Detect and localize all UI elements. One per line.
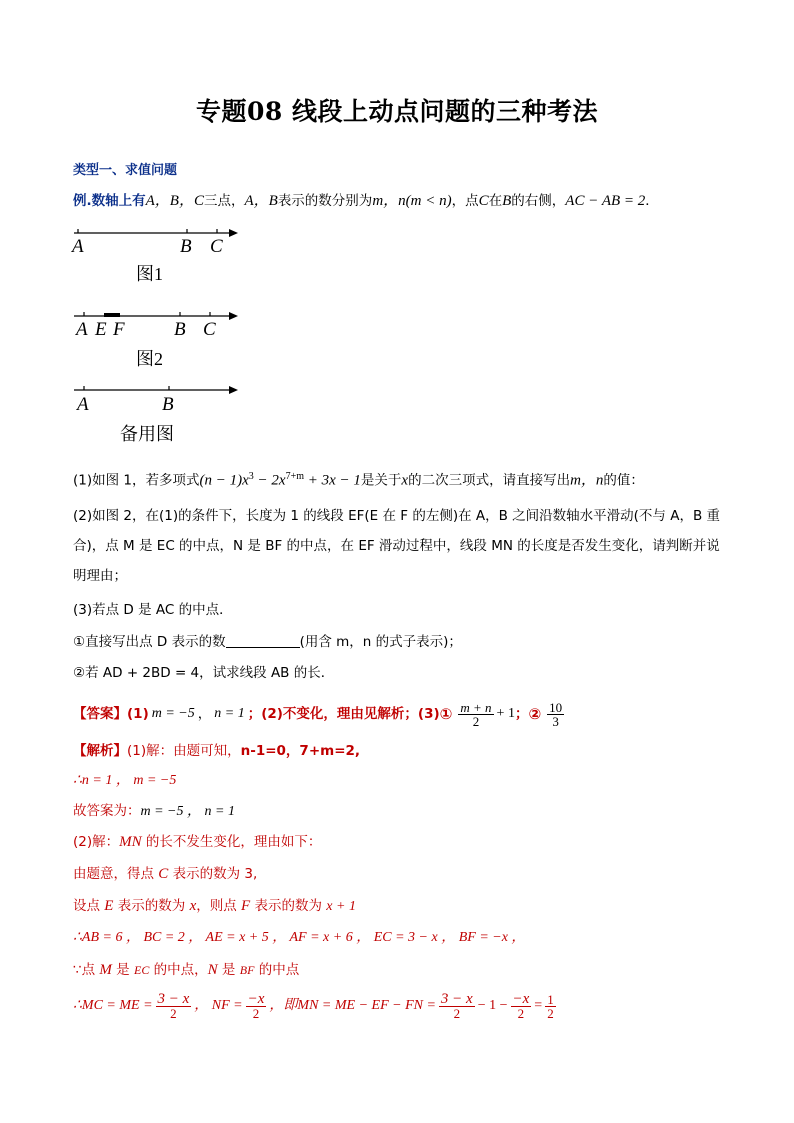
- intro-c: 三点，: [203, 193, 245, 209]
- problem-intro: [73, 192, 659, 210]
- analysis-l8-b: M: [99, 962, 112, 978]
- analysis-line-8: [73, 961, 299, 979]
- answer-n: n = 1: [214, 706, 245, 721]
- analysis-line-3: [73, 802, 235, 821]
- analysis-l5-a: 由题意，得点: [73, 866, 159, 882]
- section-heading: 类型一、求值问题: [73, 163, 178, 178]
- fig1-arrow: [229, 229, 238, 237]
- analysis-l8-a: ∵点: [73, 962, 100, 978]
- analysis-l6-f: F: [241, 898, 251, 914]
- intro-f: m，n: [372, 193, 406, 209]
- answer-sep2: ；: [514, 706, 529, 722]
- q1-h: m，n: [570, 472, 604, 489]
- fig3-label-b: B: [162, 394, 174, 415]
- number-line-figures: [60, 220, 260, 450]
- q1-b-sup: 3: [248, 471, 254, 482]
- intro-b: A，B，C: [145, 193, 204, 209]
- analysis-l9-d: − 1 −: [477, 998, 508, 1013]
- analysis-line-5: [73, 865, 257, 883]
- fig2-label-f: F: [113, 319, 125, 340]
- l9-frac-1: [156, 990, 192, 1021]
- intro-e: 表示的数分别为: [277, 193, 373, 209]
- fig1-label-b: B: [180, 236, 192, 257]
- fig1-label-a: A: [72, 236, 84, 257]
- intro-l: 的右侧，: [511, 193, 566, 209]
- figure-2: [74, 312, 238, 369]
- question-2-line-3: 明理由；: [73, 568, 127, 584]
- l9-frac-3-num: 3 − x: [440, 990, 473, 1007]
- fig1-label-c: C: [210, 236, 223, 257]
- frac1-den: 2: [472, 713, 480, 729]
- q1-a: (1)如图 1，若多项式: [73, 472, 200, 489]
- fig3-caption: 备用图: [120, 424, 174, 444]
- analysis-l1-a: (1)解：由题可知，: [127, 743, 241, 759]
- page-title: 专题08 线段上动点问题的三种考法: [196, 97, 598, 126]
- intro-a: 例.数轴上有: [73, 193, 146, 209]
- q3-1-b: (用含 m，n 的式子表示)；: [299, 634, 462, 650]
- analysis-l8-d: EC: [133, 963, 150, 977]
- analysis-line-9: [73, 988, 559, 1024]
- analysis-l9-a: ∴MC = ME =: [73, 998, 153, 1013]
- answer-circle-1: ①: [439, 705, 453, 723]
- q1-c: − 2x: [253, 472, 286, 489]
- analysis-l8-g: 是: [217, 962, 240, 978]
- intro-h: ，点: [451, 193, 479, 209]
- analysis-l6-h: x + 1: [326, 899, 356, 914]
- analysis-l4-a: (2)解：: [73, 834, 120, 850]
- q3-1-a: ①直接写出点 D 表示的数: [73, 634, 226, 650]
- l9-frac-2-den: 2: [252, 1005, 260, 1021]
- fig3-label-a: A: [77, 394, 89, 415]
- l9-frac-1-num: 3 − x: [157, 990, 190, 1007]
- analysis-l3-a: 故答案为：: [73, 803, 141, 819]
- analysis-line-4: [73, 833, 321, 851]
- question-3-part-2: ②若 AD + 2BD = 4，试求线段 AB 的长．: [73, 665, 335, 681]
- fig3-arrow: [229, 386, 238, 394]
- q1-e: 是关于: [360, 472, 402, 489]
- l9-frac-3-den: 2: [453, 1005, 461, 1021]
- analysis-l6-a: 设点: [73, 898, 105, 914]
- l9-frac-4-num: −x: [512, 990, 530, 1007]
- l9-frac-2-num: −x: [247, 990, 265, 1007]
- analysis-l9-b: ， NF =: [194, 998, 243, 1013]
- analysis-l1-b: n-1=0，7+m=2,: [240, 743, 361, 759]
- answer-frac-2: [547, 701, 564, 728]
- l9-frac-5-den: 2: [547, 1005, 554, 1021]
- intro-i: C: [478, 193, 489, 209]
- intro-d: A，B: [244, 193, 278, 209]
- fig2-label-c: C: [203, 319, 216, 340]
- l9-frac-5-num: 1: [547, 991, 554, 1007]
- analysis-l8-h: BF: [239, 963, 255, 977]
- frac1-num: m + n: [460, 699, 492, 715]
- q1-i: 的值：: [603, 472, 644, 489]
- analysis-l5-b: C: [158, 866, 169, 882]
- figure-3: [74, 386, 238, 444]
- fig2-arrow: [229, 312, 238, 320]
- fig1-caption: 图1: [136, 264, 163, 284]
- question-2-line-2: 合)，点 M 是 EC 的中点，N 是 BF 的中点，在 EF 滑动过程中，线段 MN 的长度是否发生变化，请判断并说: [73, 538, 720, 554]
- analysis-l6-d: x: [189, 898, 197, 914]
- question-3-part-1: [73, 633, 462, 651]
- analysis-l4-c: 的长不发生变化，理由如下：: [141, 834, 322, 850]
- intro-n: ．: [645, 193, 659, 209]
- l9-frac-4-den: 2: [517, 1005, 525, 1021]
- question-3: (3)若点 D 是 AC 的中点．: [73, 602, 233, 618]
- q1-g: 的二次三项式，请直接写出: [408, 472, 571, 489]
- answer-blank[interactable]: [226, 633, 300, 648]
- figure-1: [70, 229, 238, 284]
- answer-plus1: + 1: [496, 706, 515, 721]
- analysis-l5-c: 表示的数为 3,: [168, 866, 258, 882]
- answer-p1: (1): [127, 706, 149, 722]
- answer-sep1: ，: [197, 706, 212, 722]
- answer-tag: 【答案】: [73, 706, 127, 722]
- fig2-label-b: B: [174, 319, 186, 340]
- analysis-l6-g: 表示的数为: [250, 898, 327, 914]
- q1-c-sup: 7+m: [285, 471, 304, 482]
- analysis-l6-e: ，则点: [196, 898, 242, 914]
- answer-line: [73, 698, 564, 730]
- intro-k: B: [502, 193, 512, 209]
- analysis-line-6: [73, 897, 356, 916]
- analysis-l8-i: 的中点: [254, 962, 300, 978]
- l9-frac-5: [545, 993, 556, 1020]
- analysis-l8-c: 是: [111, 962, 134, 978]
- intro-g: (m < n): [405, 193, 452, 209]
- analysis-l9-e: =: [534, 998, 543, 1013]
- l9-frac-1-den: 2: [170, 1005, 177, 1021]
- analysis-l8-e: 的中点，: [149, 962, 208, 978]
- answer-circle-2: ②: [528, 705, 542, 723]
- analysis-tag: 【解析】: [73, 743, 127, 759]
- frac2-num: 10: [549, 699, 563, 715]
- analysis-l3-b: m = −5 ， n = 1: [140, 804, 235, 819]
- intro-j: 在: [488, 193, 503, 209]
- frac2-den: 3: [552, 713, 559, 729]
- answer-p2: ；(2)不变化，理由见解析；(3): [247, 706, 440, 722]
- analysis-line-1: [73, 742, 360, 760]
- q1-f: x: [401, 472, 409, 489]
- question-1: [73, 468, 644, 490]
- q1-d: + 3x − 1: [304, 472, 361, 489]
- analysis-line-2: ∴n = 1 ， m = −5: [73, 773, 177, 788]
- question-2-line-1: (2)如图 2，在(1)的条件下，长度为 1 的线段 EF(E 在 F 的左侧)在 A，B 之间沿数轴水平滑动(不与 A，B 重: [73, 508, 721, 524]
- fig2-label-a: A: [76, 319, 88, 340]
- analysis-l4-b: MN: [119, 834, 142, 850]
- analysis-l9-c: ，即MN = ME − EF − FN =: [269, 998, 436, 1013]
- analysis-l6-b: E: [104, 898, 114, 914]
- intro-m: AC − AB = 2: [565, 193, 646, 209]
- l9-frac-3: [439, 990, 475, 1021]
- answer-m: m = −5: [151, 706, 195, 721]
- l9-frac-2: [246, 990, 267, 1021]
- fig2-label-e: E: [95, 319, 107, 340]
- analysis-line-7: ∴AB = 6 ， BC = 2 ， AE = x + 5 ， AF = x + 6 ， EC = 3 − x ， BF = −x ，: [73, 930, 526, 945]
- answer-frac-1: [458, 701, 493, 728]
- analysis-l6-c: 表示的数为: [113, 898, 190, 914]
- fig2-caption: 图2: [136, 349, 163, 369]
- analysis-l8-f: N: [207, 962, 218, 978]
- l9-frac-4: [511, 990, 532, 1021]
- q1-b: (n − 1)x: [199, 472, 249, 489]
